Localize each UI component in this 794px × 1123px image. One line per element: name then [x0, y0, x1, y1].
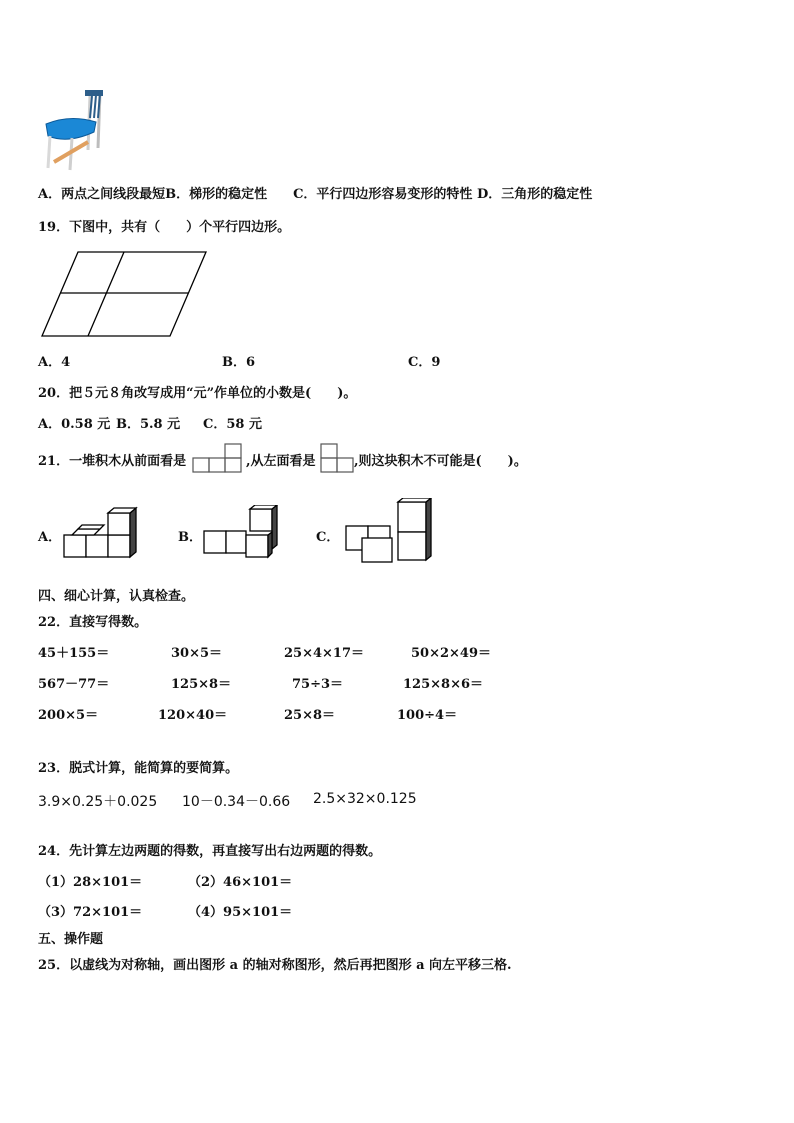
q20-option-b: B．5.8 元 [116, 417, 181, 432]
q22-r1-c3: 25×4×17＝ [284, 646, 365, 661]
q23-item-2: 10－0.34－0.66 [182, 794, 291, 810]
left-view-icon [320, 443, 354, 473]
q21-stem-part2: ,从左面看是 [246, 454, 316, 469]
q24-item-4: （4）95×101＝ [188, 905, 293, 920]
q20-stem: 20．把５元８角改写成用“元”作单位的小数是( )。 [38, 386, 357, 401]
q21-stem-part3: ,则这块积木不可能是( )。 [354, 454, 527, 469]
q22-r2-c1: 567－77＝ [38, 677, 110, 692]
q20-option-a: A．0.58 元 [38, 417, 111, 432]
q24-item-1: （1）28×101＝ [38, 875, 143, 890]
q23-item-3: 2.5×32×0.125 [313, 791, 417, 807]
q22-r3-c2: 120×40＝ [158, 708, 228, 723]
q23-item-1: 3.9×0.25＋0.025 [38, 794, 158, 810]
q22-r3-c4: 100÷4＝ [397, 708, 458, 723]
q21-option-b-blocks [200, 505, 280, 561]
q19-option-a: A．4 [38, 355, 71, 370]
q21-option-a-label: A． [38, 530, 62, 545]
q21-option-c-blocks [342, 498, 434, 566]
front-view-icon [192, 443, 244, 473]
q21-option-b-label: B． [178, 530, 202, 545]
q22-r2-c4: 125×8×6＝ [403, 677, 484, 692]
q22-r1-c2: 30×5＝ [171, 646, 223, 661]
q24-item-3: （3）72×101＝ [38, 905, 143, 920]
q24-item-2: （2）46×101＝ [188, 875, 293, 890]
q21-option-a-blocks [60, 505, 142, 561]
q21-stem-part1: 21．一堆积木从前面看是 [38, 454, 187, 469]
q19-option-b: B．6 [222, 355, 256, 370]
q18-options: A．两点之间线段最短B．梯形的稳定性 C．平行四边形容易变形的特性 D．三角形的稳定性 [38, 187, 593, 202]
q19-option-c: C．9 [408, 355, 441, 370]
q22-r2-c3: 75÷3＝ [292, 677, 344, 692]
q22-r2-c2: 125×8＝ [171, 677, 232, 692]
q25-stem: 25．以虚线为对称轴，画出图形 a 的轴对称图形，然后再把图形 a 向左平移三格. [38, 958, 512, 973]
q21-option-c-label: C． [316, 530, 340, 545]
chair-illustration [40, 88, 108, 172]
q23-stem: 23．脱式计算，能简算的要简算。 [38, 761, 239, 776]
parallelogram-figure [40, 250, 210, 338]
q22-r1-c1: 45＋155＝ [38, 646, 110, 661]
q22-r3-c3: 25×8＝ [284, 708, 336, 723]
q24-stem: 24．先计算左边两题的得数，再直接写出右边两题的得数。 [38, 844, 382, 859]
q20-option-c: C．58 元 [203, 417, 262, 432]
q19-stem: 19．下图中，共有（ ）个平行四边形。 [38, 220, 291, 235]
q22-stem: 22．直接写得数。 [38, 615, 148, 630]
section4-title: 四、细心计算，认真检查。 [38, 589, 195, 604]
q22-r1-c4: 50×2×49＝ [411, 646, 492, 661]
q22-r3-c1: 200×5＝ [38, 708, 99, 723]
section5-title: 五、操作题 [38, 932, 104, 947]
